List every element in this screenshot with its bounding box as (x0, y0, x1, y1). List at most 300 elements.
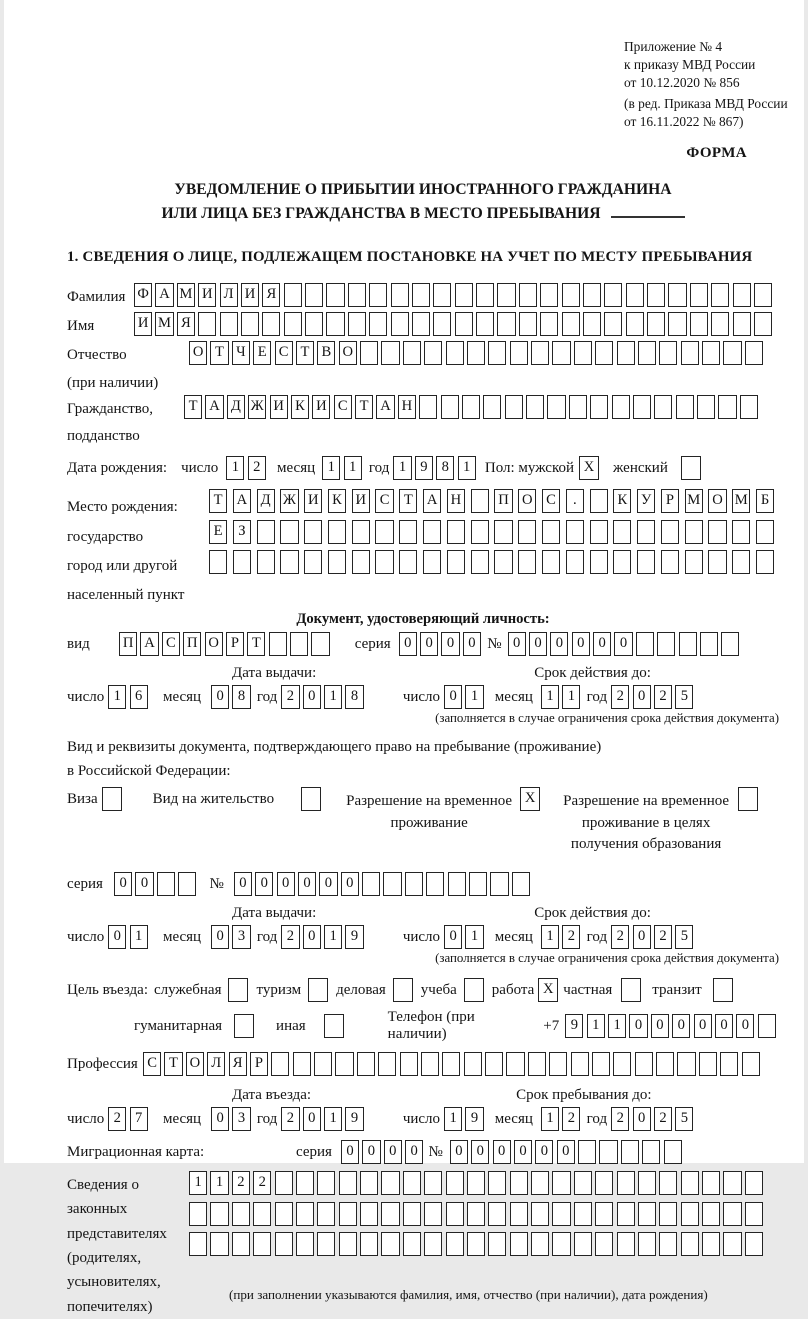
char-cell[interactable] (381, 1202, 399, 1226)
char-cell[interactable] (685, 550, 703, 574)
char-cell[interactable] (189, 1202, 207, 1226)
char-cell[interactable]: 0 (444, 685, 462, 709)
char-cell[interactable] (510, 1171, 528, 1195)
char-cell[interactable]: 0 (444, 925, 462, 949)
char-cell[interactable]: 8 (232, 685, 250, 709)
char-cell[interactable] (659, 341, 677, 365)
char-cell[interactable] (369, 312, 387, 336)
char-cell[interactable] (317, 1171, 335, 1195)
char-cell[interactable] (732, 550, 750, 574)
char-cell[interactable] (464, 1052, 482, 1076)
char-cell[interactable] (637, 520, 655, 544)
char-cell[interactable]: 0 (493, 1140, 511, 1164)
char-cell[interactable] (702, 1202, 720, 1226)
char-cell[interactable]: 0 (362, 1140, 380, 1164)
char-cell[interactable]: С (542, 489, 560, 513)
char-cell[interactable] (595, 1202, 613, 1226)
char-cell[interactable]: 5 (675, 685, 693, 709)
char-cell[interactable] (305, 312, 323, 336)
char-cell[interactable]: 2 (611, 925, 629, 949)
char-cell[interactable] (711, 312, 729, 336)
char-cell[interactable] (758, 1014, 776, 1038)
char-cell[interactable]: К (613, 489, 631, 513)
char-cell[interactable]: С (375, 489, 393, 513)
char-cell[interactable] (280, 520, 298, 544)
char-cell[interactable] (723, 1202, 741, 1226)
char-cell[interactable] (531, 341, 549, 365)
char-cell[interactable]: 1 (324, 1107, 342, 1131)
char-cell[interactable] (690, 283, 708, 307)
char-cell[interactable] (638, 1232, 656, 1256)
char-cell[interactable]: Л (220, 283, 238, 307)
char-cell[interactable] (505, 395, 523, 419)
char-cell[interactable] (679, 632, 697, 656)
char-cell[interactable] (348, 283, 366, 307)
char-cell[interactable] (613, 1052, 631, 1076)
char-cell[interactable]: 1 (541, 1107, 559, 1131)
char-cell[interactable] (708, 520, 726, 544)
char-cell[interactable]: 0 (135, 872, 153, 896)
char-cell[interactable] (552, 1232, 570, 1256)
char-cell[interactable] (723, 1171, 741, 1195)
char-cell[interactable] (399, 550, 417, 574)
char-cell[interactable] (756, 550, 774, 574)
char-cell[interactable] (668, 312, 686, 336)
char-cell[interactable]: 2 (562, 925, 580, 949)
char-cell[interactable] (275, 1232, 293, 1256)
char-cell[interactable]: Д (227, 395, 245, 419)
char-cell[interactable]: Ч (232, 341, 250, 365)
char-cell[interactable]: 1 (226, 456, 244, 480)
char-cell[interactable]: 1 (130, 925, 148, 949)
checkbox-sluzhebnaya[interactable] (228, 978, 248, 1002)
char-cell[interactable]: С (162, 632, 180, 656)
char-cell[interactable]: 1 (541, 925, 559, 949)
char-cell[interactable]: 0 (514, 1140, 532, 1164)
char-cell[interactable] (471, 550, 489, 574)
char-cell[interactable] (369, 283, 387, 307)
char-cell[interactable] (574, 341, 592, 365)
char-cell[interactable]: 0 (303, 925, 321, 949)
char-cell[interactable] (424, 1202, 442, 1226)
char-cell[interactable]: 1 (562, 685, 580, 709)
char-cell[interactable] (375, 520, 393, 544)
char-cell[interactable] (604, 283, 622, 307)
char-cell[interactable]: Е (253, 341, 271, 365)
char-cell[interactable]: 1 (324, 685, 342, 709)
char-cell[interactable]: 0 (114, 872, 132, 896)
char-cell[interactable] (469, 872, 487, 896)
char-cell[interactable]: 3 (232, 1107, 250, 1131)
char-cell[interactable]: Т (247, 632, 265, 656)
char-cell[interactable] (552, 1171, 570, 1195)
char-cell[interactable]: У (637, 489, 655, 513)
char-cell[interactable]: Т (399, 489, 417, 513)
char-cell[interactable] (659, 1202, 677, 1226)
char-cell[interactable] (378, 1052, 396, 1076)
char-cell[interactable]: 1 (189, 1171, 207, 1195)
char-cell[interactable]: 0 (629, 1014, 647, 1038)
char-cell[interactable] (328, 520, 346, 544)
char-cell[interactable]: 2 (654, 925, 672, 949)
char-cell[interactable]: 1 (444, 1107, 462, 1131)
char-cell[interactable]: Р (226, 632, 244, 656)
char-cell[interactable]: 1 (465, 685, 483, 709)
char-cell[interactable]: С (275, 341, 293, 365)
char-cell[interactable]: 0 (694, 1014, 712, 1038)
char-cell[interactable] (467, 1171, 485, 1195)
char-cell[interactable]: 2 (611, 1107, 629, 1131)
char-cell[interactable] (604, 312, 622, 336)
char-cell[interactable]: 1 (210, 1171, 228, 1195)
char-cell[interactable] (745, 1232, 763, 1256)
checkbox-rabota[interactable]: X (538, 978, 558, 1002)
char-cell[interactable]: 2 (562, 1107, 580, 1131)
checkbox-inaya[interactable] (324, 1014, 344, 1038)
char-cell[interactable] (617, 1171, 635, 1195)
char-cell[interactable] (209, 550, 227, 574)
char-cell[interactable]: 2 (253, 1171, 271, 1195)
char-cell[interactable] (549, 1052, 567, 1076)
char-cell[interactable] (423, 520, 441, 544)
char-cell[interactable] (455, 283, 473, 307)
char-cell[interactable] (339, 1202, 357, 1226)
char-cell[interactable] (733, 312, 751, 336)
char-cell[interactable] (685, 520, 703, 544)
char-cell[interactable]: 1 (608, 1014, 626, 1038)
char-cell[interactable] (471, 489, 489, 513)
char-cell[interactable]: О (708, 489, 726, 513)
char-cell[interactable] (599, 1140, 617, 1164)
char-cell[interactable] (304, 520, 322, 544)
char-cell[interactable] (362, 872, 380, 896)
char-cell[interactable] (547, 395, 565, 419)
char-cell[interactable] (314, 1052, 332, 1076)
char-cell[interactable]: 0 (303, 685, 321, 709)
char-cell[interactable] (638, 1171, 656, 1195)
char-cell[interactable] (446, 1232, 464, 1256)
char-cell[interactable] (574, 1232, 592, 1256)
char-cell[interactable]: 9 (345, 1107, 363, 1131)
char-cell[interactable] (233, 550, 251, 574)
char-cell[interactable] (405, 872, 423, 896)
char-cell[interactable] (613, 520, 631, 544)
char-cell[interactable]: Б (756, 489, 774, 513)
char-cell[interactable]: 0 (633, 925, 651, 949)
char-cell[interactable] (595, 1232, 613, 1256)
char-cell[interactable] (262, 312, 280, 336)
char-cell[interactable] (745, 341, 763, 365)
char-cell[interactable] (590, 395, 608, 419)
char-cell[interactable]: Т (209, 489, 227, 513)
char-cell[interactable] (257, 550, 275, 574)
char-cell[interactable] (531, 1232, 549, 1256)
char-cell[interactable] (592, 1052, 610, 1076)
char-cell[interactable]: Л (207, 1052, 225, 1076)
char-cell[interactable]: Р (661, 489, 679, 513)
char-cell[interactable] (210, 1232, 228, 1256)
char-cell[interactable] (467, 1232, 485, 1256)
char-cell[interactable] (447, 520, 465, 544)
checkbox-delovaya[interactable] (393, 978, 413, 1002)
char-cell[interactable] (506, 1052, 524, 1076)
char-cell[interactable] (613, 550, 631, 574)
char-cell[interactable]: М (732, 489, 750, 513)
checkbox-residence-permit[interactable] (301, 787, 321, 811)
char-cell[interactable] (668, 283, 686, 307)
char-cell[interactable] (296, 1171, 314, 1195)
char-cell[interactable] (412, 312, 430, 336)
char-cell[interactable] (352, 520, 370, 544)
char-cell[interactable] (681, 1202, 699, 1226)
char-cell[interactable] (659, 1232, 677, 1256)
char-cell[interactable]: 1 (587, 1014, 605, 1038)
char-cell[interactable] (253, 1202, 271, 1226)
char-cell[interactable] (335, 1052, 353, 1076)
char-cell[interactable]: Т (184, 395, 202, 419)
char-cell[interactable] (656, 1052, 674, 1076)
char-cell[interactable] (339, 1232, 357, 1256)
char-cell[interactable] (700, 632, 718, 656)
char-cell[interactable] (391, 283, 409, 307)
char-cell[interactable] (381, 341, 399, 365)
char-cell[interactable] (257, 520, 275, 544)
char-cell[interactable] (488, 1202, 506, 1226)
char-cell[interactable]: 0 (593, 632, 611, 656)
char-cell[interactable]: Р (250, 1052, 268, 1076)
checkbox-ucheba[interactable] (464, 978, 484, 1002)
char-cell[interactable]: П (119, 632, 137, 656)
char-cell[interactable]: А (140, 632, 158, 656)
char-cell[interactable] (566, 520, 584, 544)
char-cell[interactable] (702, 341, 720, 365)
char-cell[interactable] (403, 1202, 421, 1226)
char-cell[interactable]: 9 (345, 925, 363, 949)
char-cell[interactable]: 0 (463, 632, 481, 656)
char-cell[interactable] (483, 395, 501, 419)
char-cell[interactable]: А (155, 283, 173, 307)
char-cell[interactable] (403, 341, 421, 365)
char-cell[interactable]: 0 (211, 1107, 229, 1131)
char-cell[interactable] (642, 1140, 660, 1164)
char-cell[interactable]: В (317, 341, 335, 365)
char-cell[interactable]: 2 (232, 1171, 250, 1195)
char-cell[interactable] (455, 312, 473, 336)
char-cell[interactable]: 0 (211, 925, 229, 949)
checkbox-sex-female[interactable] (681, 456, 701, 480)
char-cell[interactable]: 0 (633, 685, 651, 709)
char-cell[interactable] (702, 1171, 720, 1195)
char-cell[interactable]: 0 (298, 872, 316, 896)
char-cell[interactable] (326, 283, 344, 307)
char-cell[interactable] (745, 1202, 763, 1226)
char-cell[interactable] (721, 632, 739, 656)
char-cell[interactable]: 0 (633, 1107, 651, 1131)
char-cell[interactable] (476, 312, 494, 336)
char-cell[interactable]: Е (209, 520, 227, 544)
char-cell[interactable] (512, 872, 530, 896)
char-cell[interactable]: Д (257, 489, 275, 513)
char-cell[interactable] (510, 1202, 528, 1226)
char-cell[interactable] (253, 1232, 271, 1256)
char-cell[interactable] (574, 1171, 592, 1195)
char-cell[interactable]: 6 (130, 685, 148, 709)
char-cell[interactable] (590, 550, 608, 574)
char-cell[interactable]: 0 (471, 1140, 489, 1164)
char-cell[interactable] (569, 395, 587, 419)
char-cell[interactable] (220, 312, 238, 336)
char-cell[interactable]: 0 (420, 632, 438, 656)
char-cell[interactable] (635, 1052, 653, 1076)
char-cell[interactable]: З (233, 520, 251, 544)
char-cell[interactable] (326, 312, 344, 336)
char-cell[interactable] (462, 395, 480, 419)
char-cell[interactable] (518, 520, 536, 544)
checkbox-tranzit[interactable] (713, 978, 733, 1002)
char-cell[interactable]: И (134, 312, 152, 336)
char-cell[interactable] (381, 1232, 399, 1256)
char-cell[interactable]: О (205, 632, 223, 656)
char-cell[interactable] (494, 550, 512, 574)
char-cell[interactable] (441, 395, 459, 419)
char-cell[interactable]: 0 (211, 685, 229, 709)
char-cell[interactable] (754, 283, 772, 307)
char-cell[interactable]: М (155, 312, 173, 336)
char-cell[interactable] (617, 341, 635, 365)
char-cell[interactable]: 3 (232, 925, 250, 949)
char-cell[interactable] (636, 632, 654, 656)
char-cell[interactable]: К (291, 395, 309, 419)
char-cell[interactable] (519, 312, 537, 336)
char-cell[interactable]: 9 (415, 456, 433, 480)
char-cell[interactable] (702, 1232, 720, 1256)
char-cell[interactable]: М (685, 489, 703, 513)
char-cell[interactable] (391, 312, 409, 336)
char-cell[interactable] (542, 520, 560, 544)
char-cell[interactable] (681, 1171, 699, 1195)
char-cell[interactable]: 0 (550, 632, 568, 656)
char-cell[interactable]: 0 (651, 1014, 669, 1038)
char-cell[interactable] (328, 550, 346, 574)
char-cell[interactable]: О (518, 489, 536, 513)
char-cell[interactable]: И (312, 395, 330, 419)
char-cell[interactable] (510, 1232, 528, 1256)
char-cell[interactable] (723, 341, 741, 365)
char-cell[interactable] (723, 1232, 741, 1256)
char-cell[interactable]: Ф (134, 283, 152, 307)
char-cell[interactable] (467, 341, 485, 365)
char-cell[interactable]: П (494, 489, 512, 513)
char-cell[interactable] (426, 872, 444, 896)
char-cell[interactable] (718, 395, 736, 419)
char-cell[interactable]: 1 (465, 925, 483, 949)
char-cell[interactable] (633, 395, 651, 419)
char-cell[interactable] (433, 283, 451, 307)
char-cell[interactable] (339, 1171, 357, 1195)
char-cell[interactable]: М (177, 283, 195, 307)
char-cell[interactable]: А (423, 489, 441, 513)
char-cell[interactable] (681, 341, 699, 365)
char-cell[interactable]: 0 (529, 632, 547, 656)
char-cell[interactable] (269, 632, 287, 656)
char-cell[interactable] (488, 341, 506, 365)
char-cell[interactable]: 9 (465, 1107, 483, 1131)
char-cell[interactable]: 1 (393, 456, 411, 480)
char-cell[interactable]: 0 (557, 1140, 575, 1164)
char-cell[interactable] (360, 341, 378, 365)
char-cell[interactable]: П (183, 632, 201, 656)
char-cell[interactable]: 2 (248, 456, 266, 480)
char-cell[interactable] (697, 395, 715, 419)
char-cell[interactable]: И (270, 395, 288, 419)
char-cell[interactable] (485, 1052, 503, 1076)
char-cell[interactable] (638, 1202, 656, 1226)
char-cell[interactable]: Т (355, 395, 373, 419)
char-cell[interactable] (446, 1171, 464, 1195)
char-cell[interactable] (232, 1202, 250, 1226)
char-cell[interactable]: 0 (303, 1107, 321, 1131)
char-cell[interactable] (531, 1202, 549, 1226)
char-cell[interactable] (360, 1171, 378, 1195)
char-cell[interactable] (526, 395, 544, 419)
char-cell[interactable]: 0 (319, 872, 337, 896)
char-cell[interactable] (595, 341, 613, 365)
char-cell[interactable] (745, 1171, 763, 1195)
char-cell[interactable] (617, 1202, 635, 1226)
char-cell[interactable]: И (241, 283, 259, 307)
char-cell[interactable]: 0 (736, 1014, 754, 1038)
char-cell[interactable] (595, 1171, 613, 1195)
char-cell[interactable]: 2 (281, 685, 299, 709)
char-cell[interactable] (657, 632, 675, 656)
char-cell[interactable] (360, 1232, 378, 1256)
char-cell[interactable] (732, 520, 750, 544)
char-cell[interactable]: 9 (565, 1014, 583, 1038)
char-cell[interactable] (699, 1052, 717, 1076)
char-cell[interactable] (720, 1052, 738, 1076)
char-cell[interactable] (659, 1171, 677, 1195)
char-cell[interactable] (446, 1202, 464, 1226)
char-cell[interactable]: 0 (441, 632, 459, 656)
char-cell[interactable] (352, 550, 370, 574)
checkbox-chastnaya[interactable] (621, 978, 641, 1002)
char-cell[interactable] (424, 1232, 442, 1256)
char-cell[interactable] (583, 312, 601, 336)
checkbox-sex-male[interactable]: X (579, 456, 599, 480)
char-cell[interactable] (476, 283, 494, 307)
char-cell[interactable] (467, 1202, 485, 1226)
char-cell[interactable] (275, 1171, 293, 1195)
char-cell[interactable] (304, 550, 322, 574)
char-cell[interactable] (733, 283, 751, 307)
checkbox-turizm[interactable] (308, 978, 328, 1002)
char-cell[interactable] (348, 312, 366, 336)
char-cell[interactable] (562, 312, 580, 336)
char-cell[interactable] (403, 1171, 421, 1195)
char-cell[interactable]: 5 (675, 925, 693, 949)
char-cell[interactable] (617, 1232, 635, 1256)
char-cell[interactable]: И (352, 489, 370, 513)
char-cell[interactable] (740, 395, 758, 419)
char-cell[interactable] (528, 1052, 546, 1076)
char-cell[interactable]: Я (262, 283, 280, 307)
char-cell[interactable]: 2 (654, 685, 672, 709)
char-cell[interactable]: 1 (322, 456, 340, 480)
char-cell[interactable]: Я (229, 1052, 247, 1076)
checkbox-temporary-residence[interactable]: X (520, 787, 540, 811)
char-cell[interactable] (419, 395, 437, 419)
char-cell[interactable] (574, 1202, 592, 1226)
